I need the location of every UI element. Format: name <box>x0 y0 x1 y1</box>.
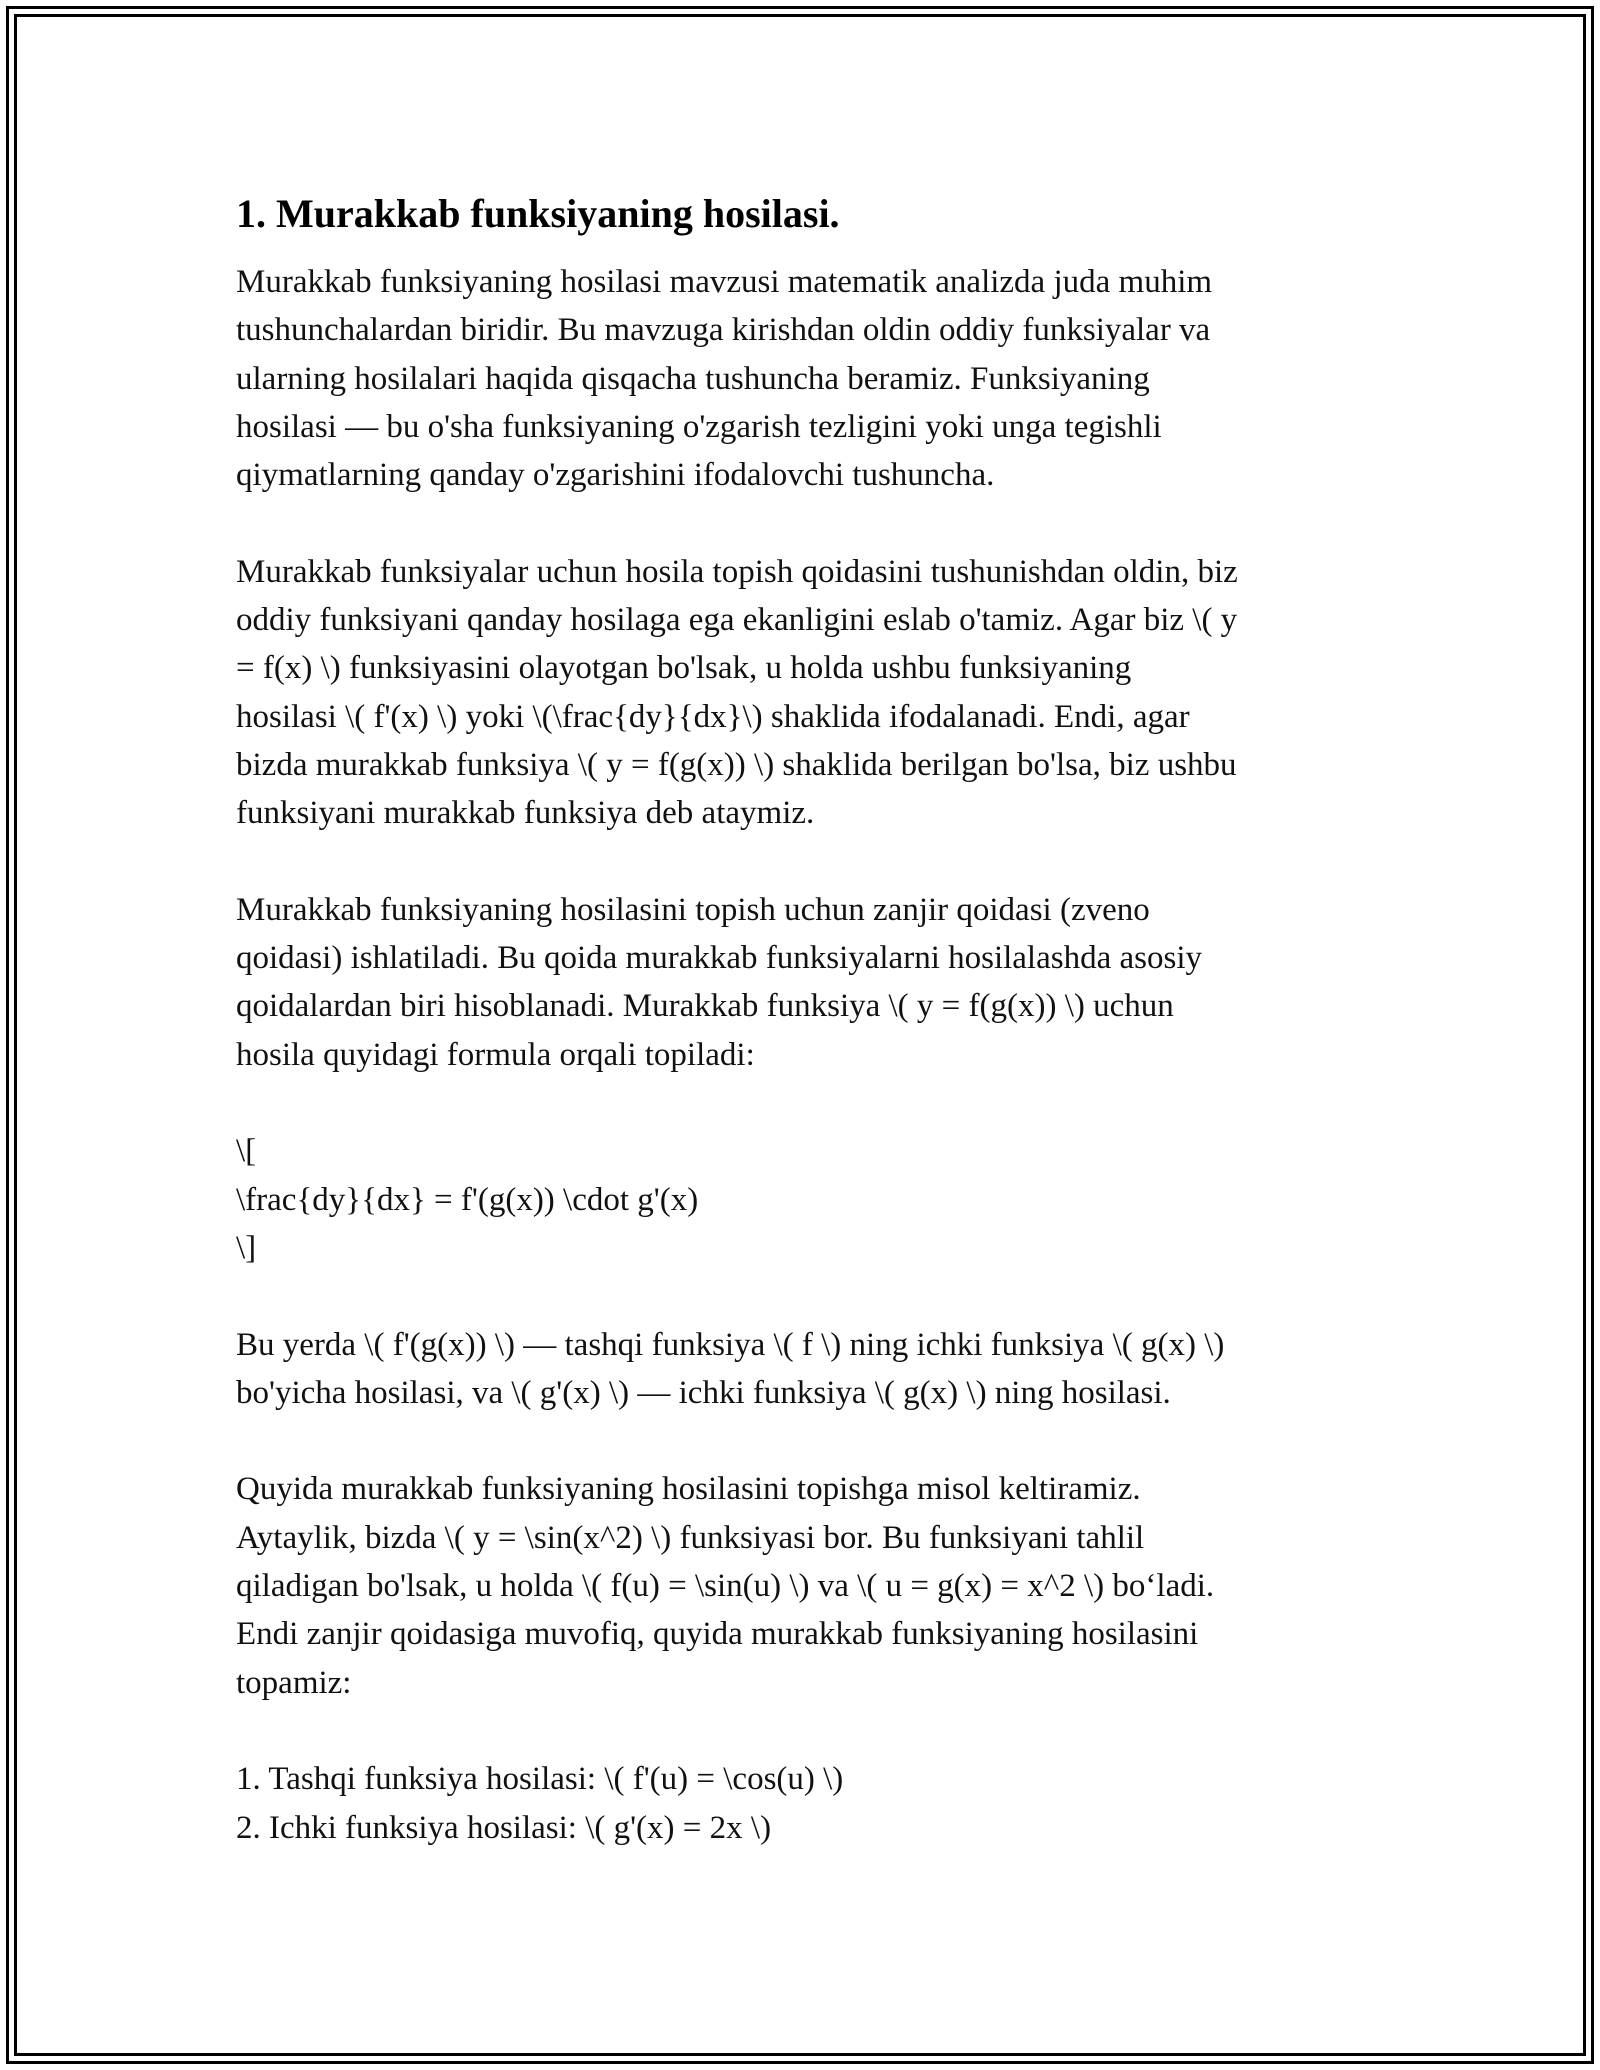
text-line: topamiz: <box>236 1664 352 1701</box>
text-line: funksiyani murakkab funksiya deb ataymiz. <box>236 795 815 832</box>
list-item: 1. Tashqi funksiya hosilasi: \( f'(u) = \cos(u) \) <box>236 1761 844 1798</box>
paragraph-explanation <box>236 1321 1356 1418</box>
text-line: qiymatlarning qanday o'zgarishini ifodalovchi tushuncha. <box>236 457 995 494</box>
formula-line: \frac{dy}{dx} = f'(g(x)) \cdot g'(x) <box>236 1181 699 1218</box>
text-line: Aytaylik, bizda \( y = \sin(x^2) \) funksiyasi bor. Bu funksiyani tahlil <box>236 1519 1145 1556</box>
paragraph-chain-rule <box>236 886 1356 1079</box>
text-line: hosila quyidagi formula orqali topiladi: <box>236 1036 755 1073</box>
text-line: oddiy funksiyani qanday hosilaga ega ekanligini eslab o'tamiz. Agar biz \( y <box>236 602 1238 639</box>
document-body <box>236 186 1356 1900</box>
text-line: = f(x) \) funksiyasini olayotgan bo'lsak, u holda ushbu funksiyaning <box>236 650 1132 687</box>
text-line: bizda murakkab funksiya \( y = f(g(x)) \) shaklida berilgan bo'lsa, biz ushbu <box>236 746 1237 783</box>
text-line: Bu yerda \( f'(g(x)) \) — tashqi funksiya \( f \) ning ichki funksiya \( g(x) \) <box>236 1326 1225 1363</box>
text-line: Endi zanjir qoidasiga muvofiq, quyida murakkab funksiyaning hosilasini <box>236 1616 1199 1653</box>
text-line: Murakkab funksiyalar uchun hosila topish qoidasini tushunishdan oldin, biz <box>236 553 1238 590</box>
text-line: bo'yicha hosilasi, va \( g'(x) \) — ichki funksiya \( g(x) \) ning hosilasi. <box>236 1374 1171 1411</box>
formula-line: \[ <box>236 1133 257 1170</box>
text-line: qiladigan bo'lsak, u holda \( f(u) = \sin(u) \) va \( u = g(x) = x^2 \) bo‘ladi. <box>236 1568 1215 1605</box>
text-line: qoidasi) ishlatiladi. Bu qoida murakkab funksiyalarni hosilalashda asosiy <box>236 940 1202 977</box>
list-item: 2. Ichki funksiya hosilasi: \( g'(x) = 2x \) <box>236 1809 772 1846</box>
text-line: tushunchalardan biridir. Bu mavzuga kirishdan oldin oddiy funksiyalar va <box>236 312 1211 349</box>
text-line: Quyida murakkab funksiyaning hosilasini topishga misol keltiramiz. <box>236 1471 1141 1508</box>
formula-block <box>236 1127 1356 1272</box>
text-line: hosilasi \( f'(x) \) yoki \(\frac{dy}{dx}\) shaklida ifodalanadi. Endi, agar <box>236 698 1190 735</box>
text-line: qoidalardan biri hisoblanadi. Murakkab funksiya \( y = f(g(x)) \) uchun <box>236 988 1174 1025</box>
text-line: Murakkab funksiyaning hosilasi mavzusi matematik analizda juda muhim <box>236 264 1213 300</box>
section-heading: 1. Murakkab funksiyaning hosilasi. <box>236 191 840 236</box>
paragraph-simple-derivative <box>236 548 1356 838</box>
paragraph-intro <box>236 258 1356 499</box>
text-line: ularning hosilalari haqida qisqacha tushuncha beramiz. Funksiyaning <box>236 360 1150 397</box>
text-line: Murakkab funksiyaning hosilasini topish uchun zanjir qoidasi (zveno <box>236 891 1150 928</box>
formula-line: \] <box>236 1229 257 1266</box>
numbered-steps-list <box>236 1755 1356 1852</box>
text-line: hosilasi — bu o'sha funksiyaning o'zgarish tezligini yoki unga tegishli <box>236 408 1162 445</box>
paragraph-example <box>236 1465 1356 1706</box>
